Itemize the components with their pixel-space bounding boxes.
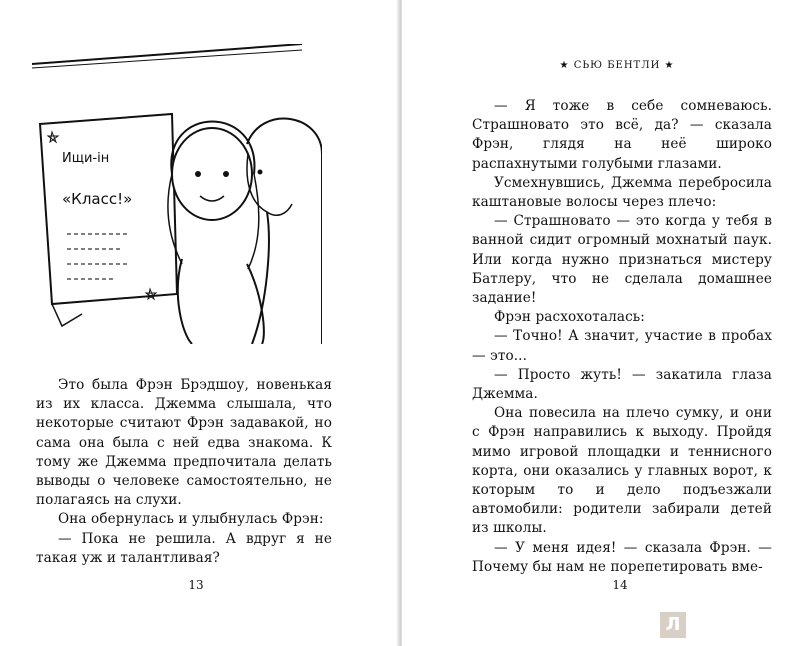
paragraph: — Пока не решила. А вдруг я не такая уж и талантливая? bbox=[36, 530, 332, 566]
poster-line-2: «Класс!» bbox=[62, 190, 133, 208]
poster-line-1: Ищи-ін bbox=[62, 151, 110, 166]
poster bbox=[40, 114, 177, 304]
paragraph: — Просто жуть! — закатила глаза Джемма. bbox=[472, 366, 772, 403]
page-number-right: 14 bbox=[612, 578, 628, 592]
girls-illustration bbox=[22, 44, 322, 344]
paragraph: Это была Фрэн Брэдшоу, новенькая из их класса. Джемма слышала, что некоторые считают Фрэн задавакой, но сама она была с ней едва знакома. К тому же Джемма предпочитала делать выводы о человеке самостоятельно, не полагаясь на слухи. bbox=[36, 377, 332, 509]
paragraph: — У меня идея! — сказала Фрэн. — Почему бы нам не порепетировать вме- bbox=[472, 539, 772, 575]
running-head: ★ СЬЮ БЕНТЛИ ★ bbox=[559, 60, 675, 71]
paragraph: Она обернулась и улыбнулась Фрэн: bbox=[58, 511, 324, 528]
paragraph: Фрэн расхохоталась: bbox=[494, 309, 645, 326]
paragraph: Усмехнувшись, Джемма перебросила каштановые волосы через плечо: bbox=[472, 174, 772, 211]
paragraph: — Я тоже в себе сомневаюсь. Страшновато это всё, да? — сказала Фрэн, глядя на неё широко распахнутыми голубыми глазами. bbox=[472, 98, 772, 172]
left-page bbox=[0, 0, 398, 646]
paragraph: — Страшновато — это когда у тебя в ванной сидит огромный мохнатый паук. Или когда нужно признаться мистеру Батлеру, что не сделала домашнее задание! bbox=[472, 213, 772, 307]
publisher-logo-icon: Л bbox=[660, 612, 686, 638]
left-page-text bbox=[36, 376, 332, 568]
right-page-text bbox=[472, 97, 772, 577]
right-page bbox=[402, 0, 800, 646]
page-number-left: 13 bbox=[188, 578, 204, 592]
paragraph: Она повесила на плечо сумку, и они с Фрэн направились к выходу. Пройдя мимо игровой площадки и теннисного корта, они оказались у главных ворот, к которым то и дело подъезжали автомобили: родители забирали детей из школы. bbox=[472, 405, 772, 537]
paragraph: — Точно! А значит, участие в пробах — это... bbox=[472, 328, 772, 364]
